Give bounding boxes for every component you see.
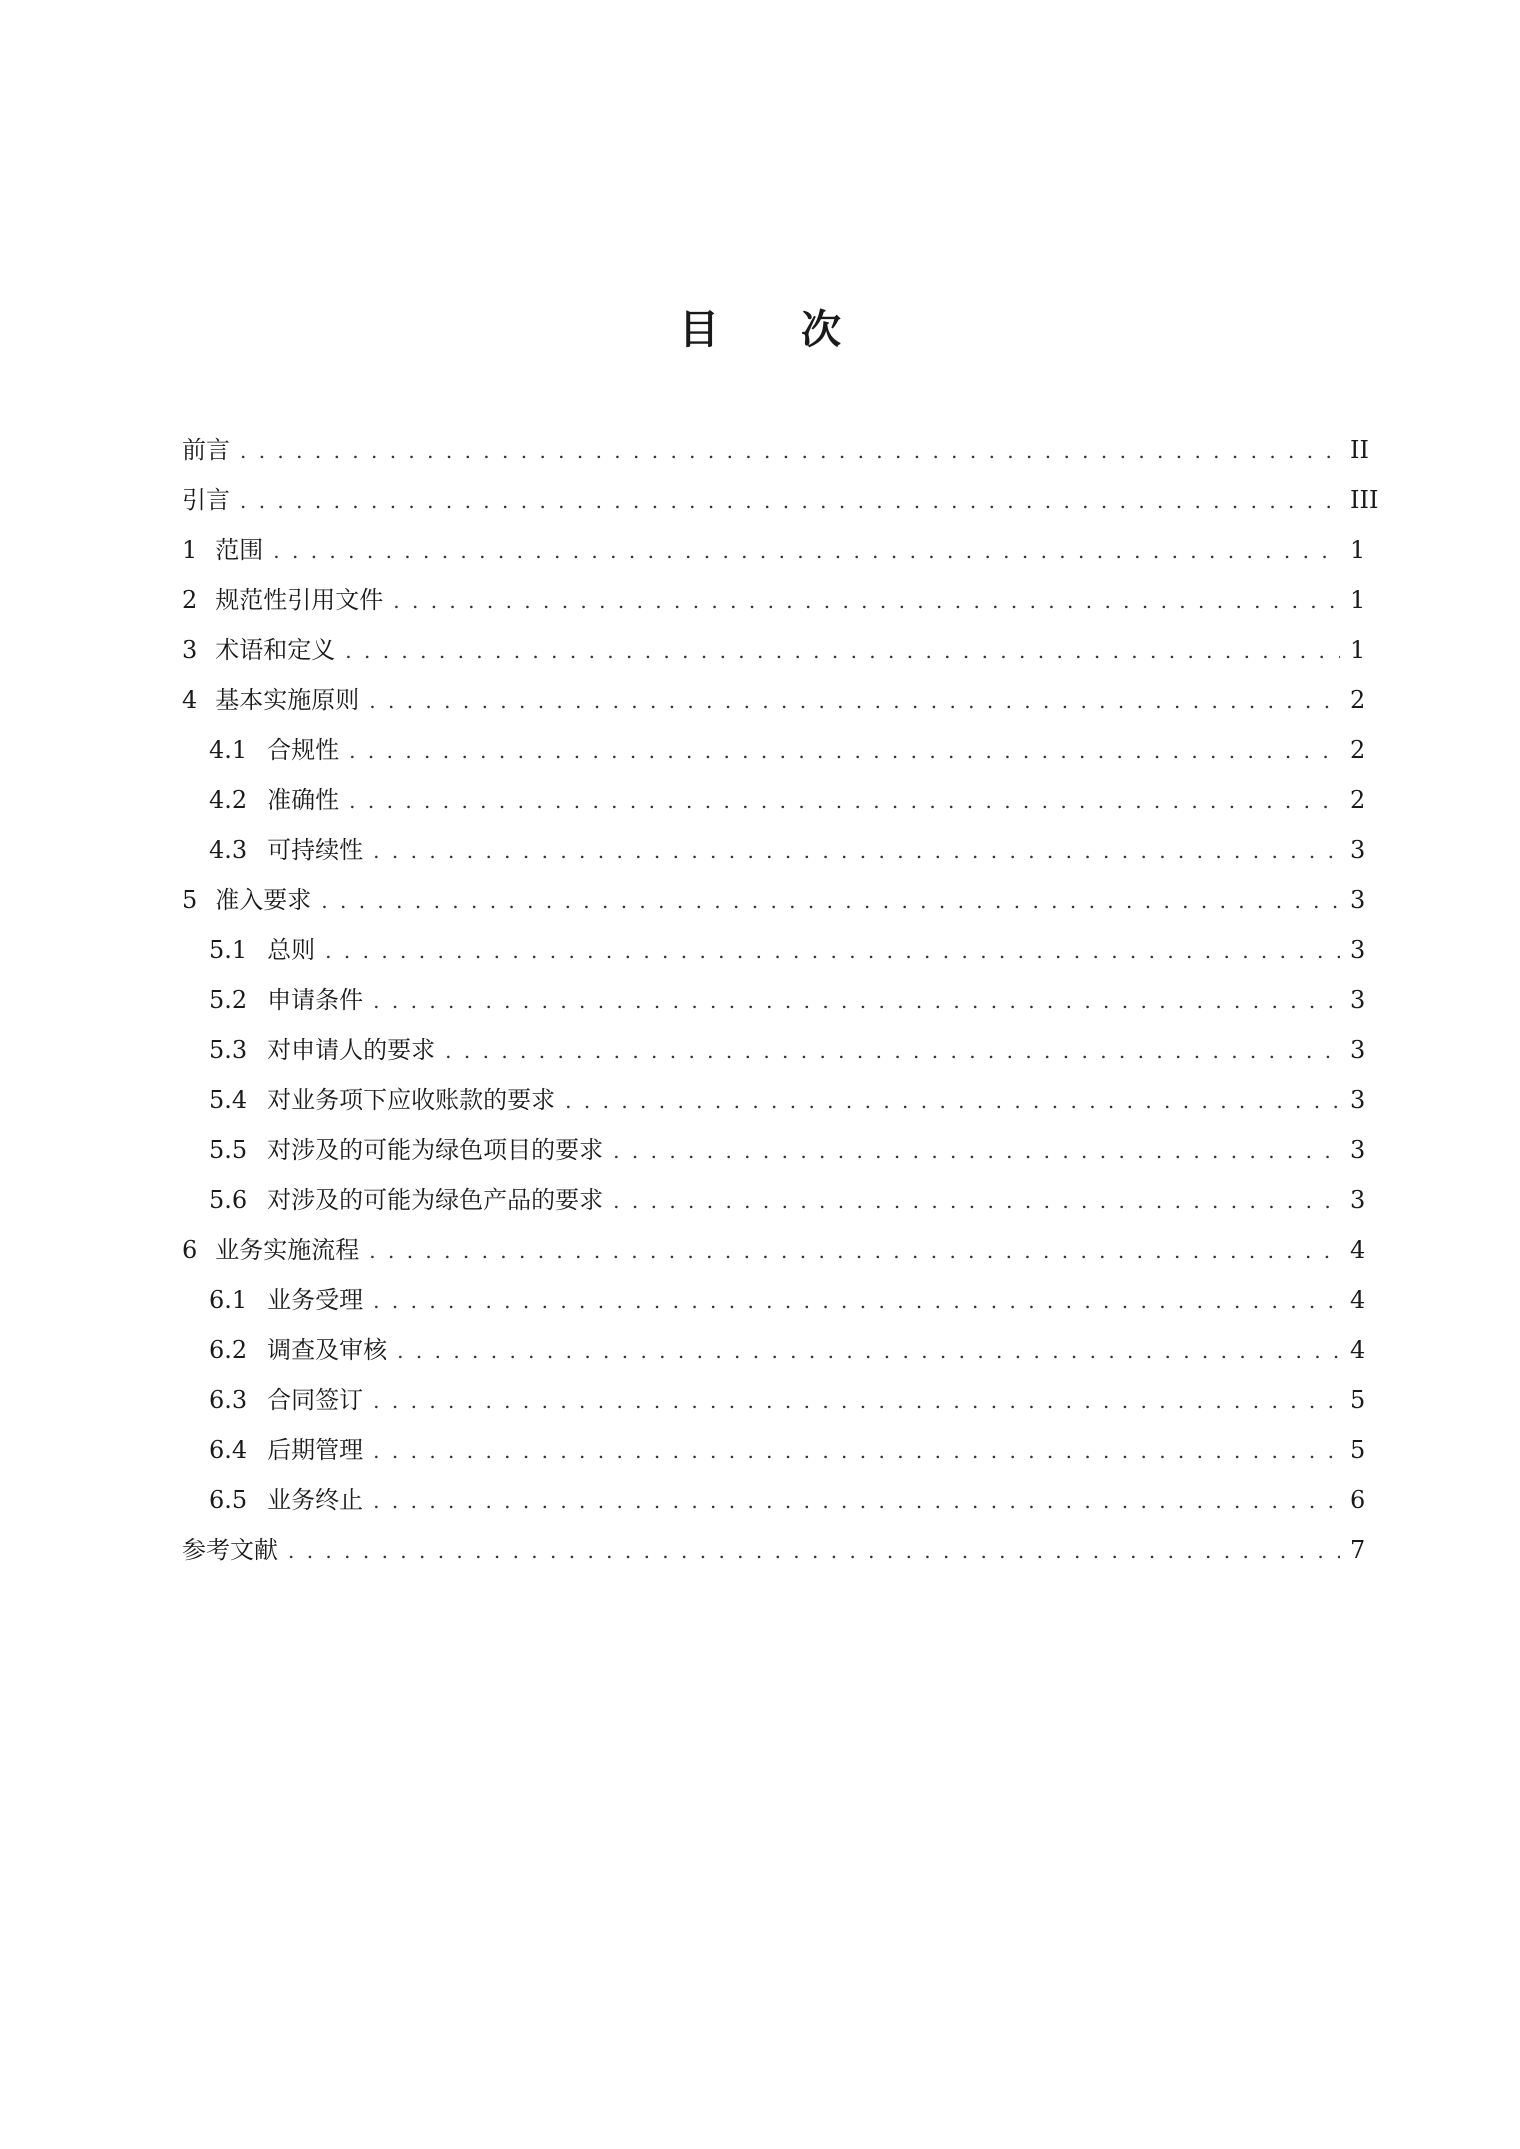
toc-entry[interactable] [182,1025,1364,1075]
toc-entry[interactable] [182,825,1364,875]
toc-entry-number: 5.6 [209,1186,248,1214]
toc-entry-page-number: 2 [1350,786,1366,814]
dot-leader [445,1026,1340,1076]
dot-leader [349,776,1340,826]
toc-entry-page-number: 3 [1350,1186,1366,1214]
dot-leader [393,576,1340,626]
toc-entry-label: 前言 [182,436,230,464]
dot-leader [613,1176,1340,1226]
toc-entry-page-number: II [1350,436,1369,464]
toc-entry-number: 5.5 [209,1136,248,1164]
toc-entry[interactable] [182,1075,1364,1125]
toc-entry-page-number: 4 [1350,1236,1366,1264]
toc-entry-number: 5.1 [209,936,248,964]
toc-entry[interactable] [182,625,1364,675]
toc-entry[interactable] [182,575,1364,625]
toc-entry[interactable] [182,775,1364,825]
toc-entry-page-number: 2 [1350,686,1366,714]
dot-leader [288,1526,1340,1576]
toc-entry-label: 对业务项下应收账款的要求 [267,1086,556,1114]
dot-leader [325,926,1340,976]
toc-entry-page-number: 3 [1350,836,1366,864]
toc-entry-label: 业务实施流程 [215,1236,360,1264]
toc-entry-number: 6.3 [209,1386,248,1414]
toc-entry-page-number: 7 [1350,1536,1366,1564]
toc-entry-number: 6 [182,1236,198,1264]
dot-leader [373,1376,1340,1426]
toc-entry-page-number: 5 [1350,1436,1366,1464]
toc-entry-label: 调查及审核 [267,1336,388,1364]
toc-entry-number: 4 [182,686,198,714]
toc-entry-page-number: 5 [1350,1386,1366,1414]
dot-leader [273,526,1340,576]
toc-entry-label: 业务受理 [267,1286,364,1314]
toc-entry[interactable] [182,475,1379,525]
dot-leader [373,976,1340,1026]
toc-entry-page-number: 4 [1350,1336,1366,1364]
toc-entry-label: 对申请人的要求 [267,1036,436,1064]
toc-entry[interactable] [182,1225,1364,1275]
toc-entry-label: 申请条件 [267,986,364,1014]
toc-entry-label: 对涉及的可能为绿色产品的要求 [267,1186,604,1214]
toc-entry-page-number: 3 [1350,1086,1366,1114]
toc-entry-number: 5.3 [209,1036,248,1064]
toc-entry[interactable] [182,425,1369,475]
toc-entry-label: 基本实施原则 [215,686,360,714]
toc-entry[interactable] [182,1175,1364,1225]
toc-entry[interactable] [182,1525,1364,1575]
dot-leader [240,476,1340,526]
toc-entry-number: 2 [182,586,198,614]
toc-entry-label: 总则 [267,936,316,964]
toc-entry-number: 1 [182,536,198,564]
toc-entry[interactable] [182,675,1364,725]
toc-entry-label: 准确性 [267,786,340,814]
dot-leader [369,676,1340,726]
toc-entry-page-number: 3 [1350,1136,1366,1164]
toc-entry-label: 对涉及的可能为绿色项目的要求 [267,1136,604,1164]
toc-entry-label: 后期管理 [267,1436,364,1464]
toc-entry-number: 5.4 [209,1086,248,1114]
toc-entry[interactable] [182,1125,1364,1175]
toc-entry-label: 可持续性 [267,836,364,864]
toc-entry-label: 业务终止 [267,1486,364,1514]
toc-entry-page-number: 4 [1350,1286,1366,1314]
dot-leader [373,1426,1340,1476]
dot-leader [373,1476,1340,1526]
toc-entry-page-number: III [1350,486,1379,514]
toc-entry[interactable] [182,875,1364,925]
toc-entry-number: 5 [182,886,198,914]
toc-entry-label: 范围 [215,536,264,564]
toc-entry-number: 6.1 [209,1286,248,1314]
dot-leader [565,1076,1340,1126]
toc-entry-page-number: 3 [1350,886,1366,914]
toc-title: 目次 [679,307,923,353]
toc-entry-page-number: 1 [1350,536,1366,564]
toc-entry-number: 6.5 [209,1486,248,1514]
dot-leader [397,1326,1340,1376]
dot-leader [345,626,1340,676]
toc-entry[interactable] [182,1425,1364,1475]
dot-leader [613,1126,1340,1176]
toc-entry[interactable] [182,925,1364,975]
toc-entry-page-number: 2 [1350,736,1366,764]
toc-entry-page-number: 3 [1350,1036,1366,1064]
dot-leader [349,726,1340,776]
dot-leader [373,826,1340,876]
toc-entry-page-number: 3 [1350,986,1366,1014]
dot-leader [321,876,1340,926]
toc-entry[interactable] [182,1375,1364,1425]
toc-entry-label: 参考文献 [182,1536,278,1564]
toc-entry-page-number: 1 [1350,636,1366,664]
toc-entry-label: 合规性 [267,736,340,764]
toc-entry-label: 规范性引用文件 [215,586,384,614]
toc-entry-label: 合同签订 [267,1386,364,1414]
toc-entry[interactable] [182,525,1364,575]
toc-entry-number: 6.4 [209,1436,248,1464]
toc-entry[interactable] [182,1275,1364,1325]
toc-entry-number: 4.3 [209,836,248,864]
table-of-contents [182,425,1379,1575]
toc-entry-page-number: 1 [1350,586,1366,614]
toc-entry[interactable] [182,975,1364,1025]
dot-leader [373,1276,1340,1326]
toc-entry-number: 4.2 [209,786,248,814]
toc-entry-label: 术语和定义 [215,636,336,664]
toc-entry[interactable] [182,1475,1364,1525]
dot-leader [240,426,1340,476]
toc-entry-number: 4.1 [209,736,248,764]
toc-entry-page-number: 3 [1350,936,1366,964]
toc-entry-number: 5.2 [209,986,248,1014]
toc-entry-page-number: 6 [1350,1486,1366,1514]
toc-entry-label: 准入要求 [215,886,312,914]
toc-entry-label: 引言 [182,486,230,514]
toc-entry[interactable] [182,725,1364,775]
dot-leader [369,1226,1340,1276]
toc-entry-number: 3 [182,636,198,664]
toc-entry-number: 6.2 [209,1336,248,1364]
toc-entry[interactable] [182,1325,1364,1375]
